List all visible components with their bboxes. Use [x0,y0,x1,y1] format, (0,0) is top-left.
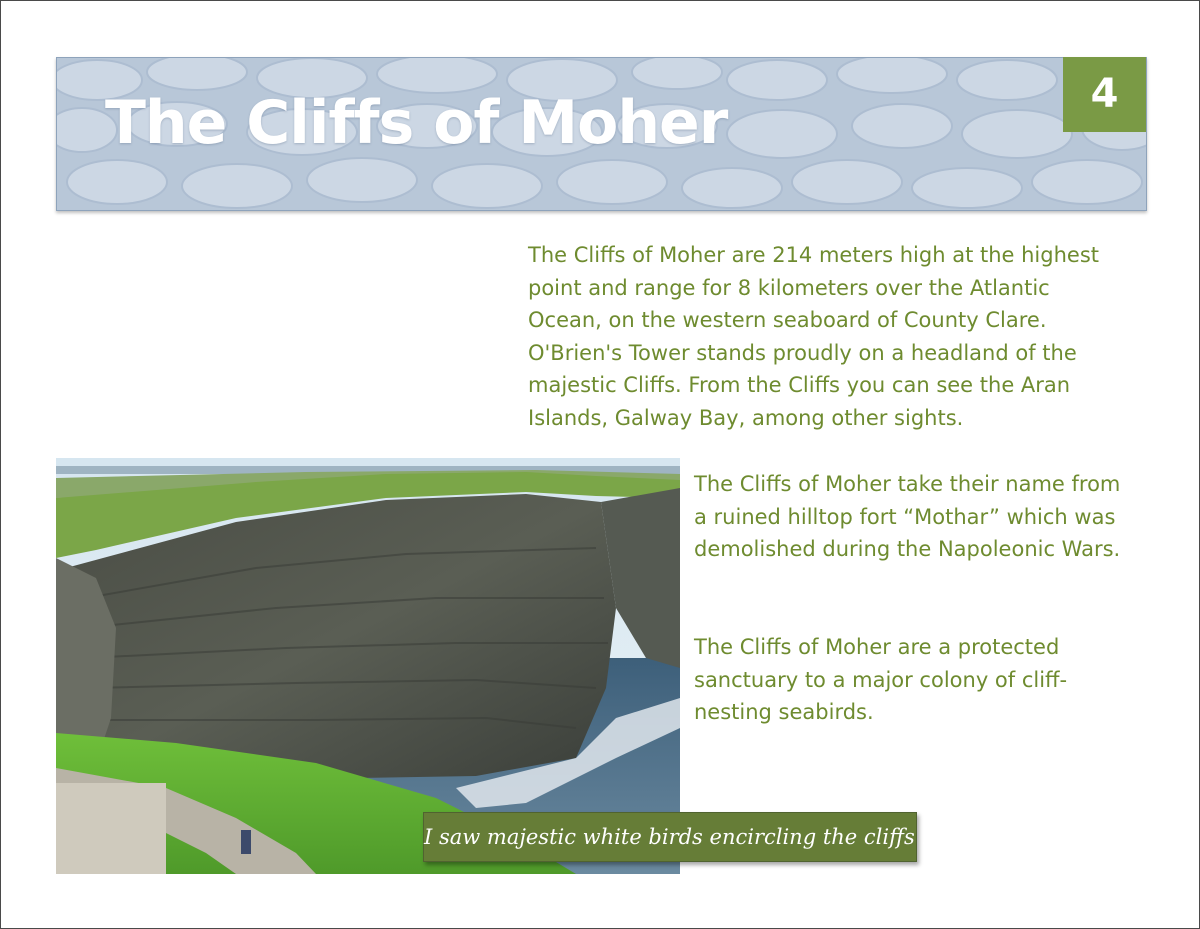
paragraph-name-origin: The Cliffs of Moher take their name from a ruined hilltop fort “Mothar” which was demolished during the Napoleonic Wars. [694,472,1121,562]
paragraph-sanctuary: The Cliffs of Moher are a protected sanctuary to a major colony of cliff-nesting seabirds. [694,635,1068,725]
paragraph-intro: The Cliffs of Moher are 214 meters high at the highest point and range for 8 kilometers over the Atlantic Ocean, on the western seaboard of County Clare. O'Brien's Tower stands proudly on a headland of the majestic Cliffs. From the Cliffs you can see the Aran Islands, Galway Bay, among other sights. [528,243,1099,430]
slide-title: The Cliffs of Moher [105,88,728,158]
photo-caption: I saw majestic white birds encircling the cliffs ! [423,812,917,862]
page-number-badge: 4 [1063,57,1146,132]
title-banner [56,57,1147,211]
